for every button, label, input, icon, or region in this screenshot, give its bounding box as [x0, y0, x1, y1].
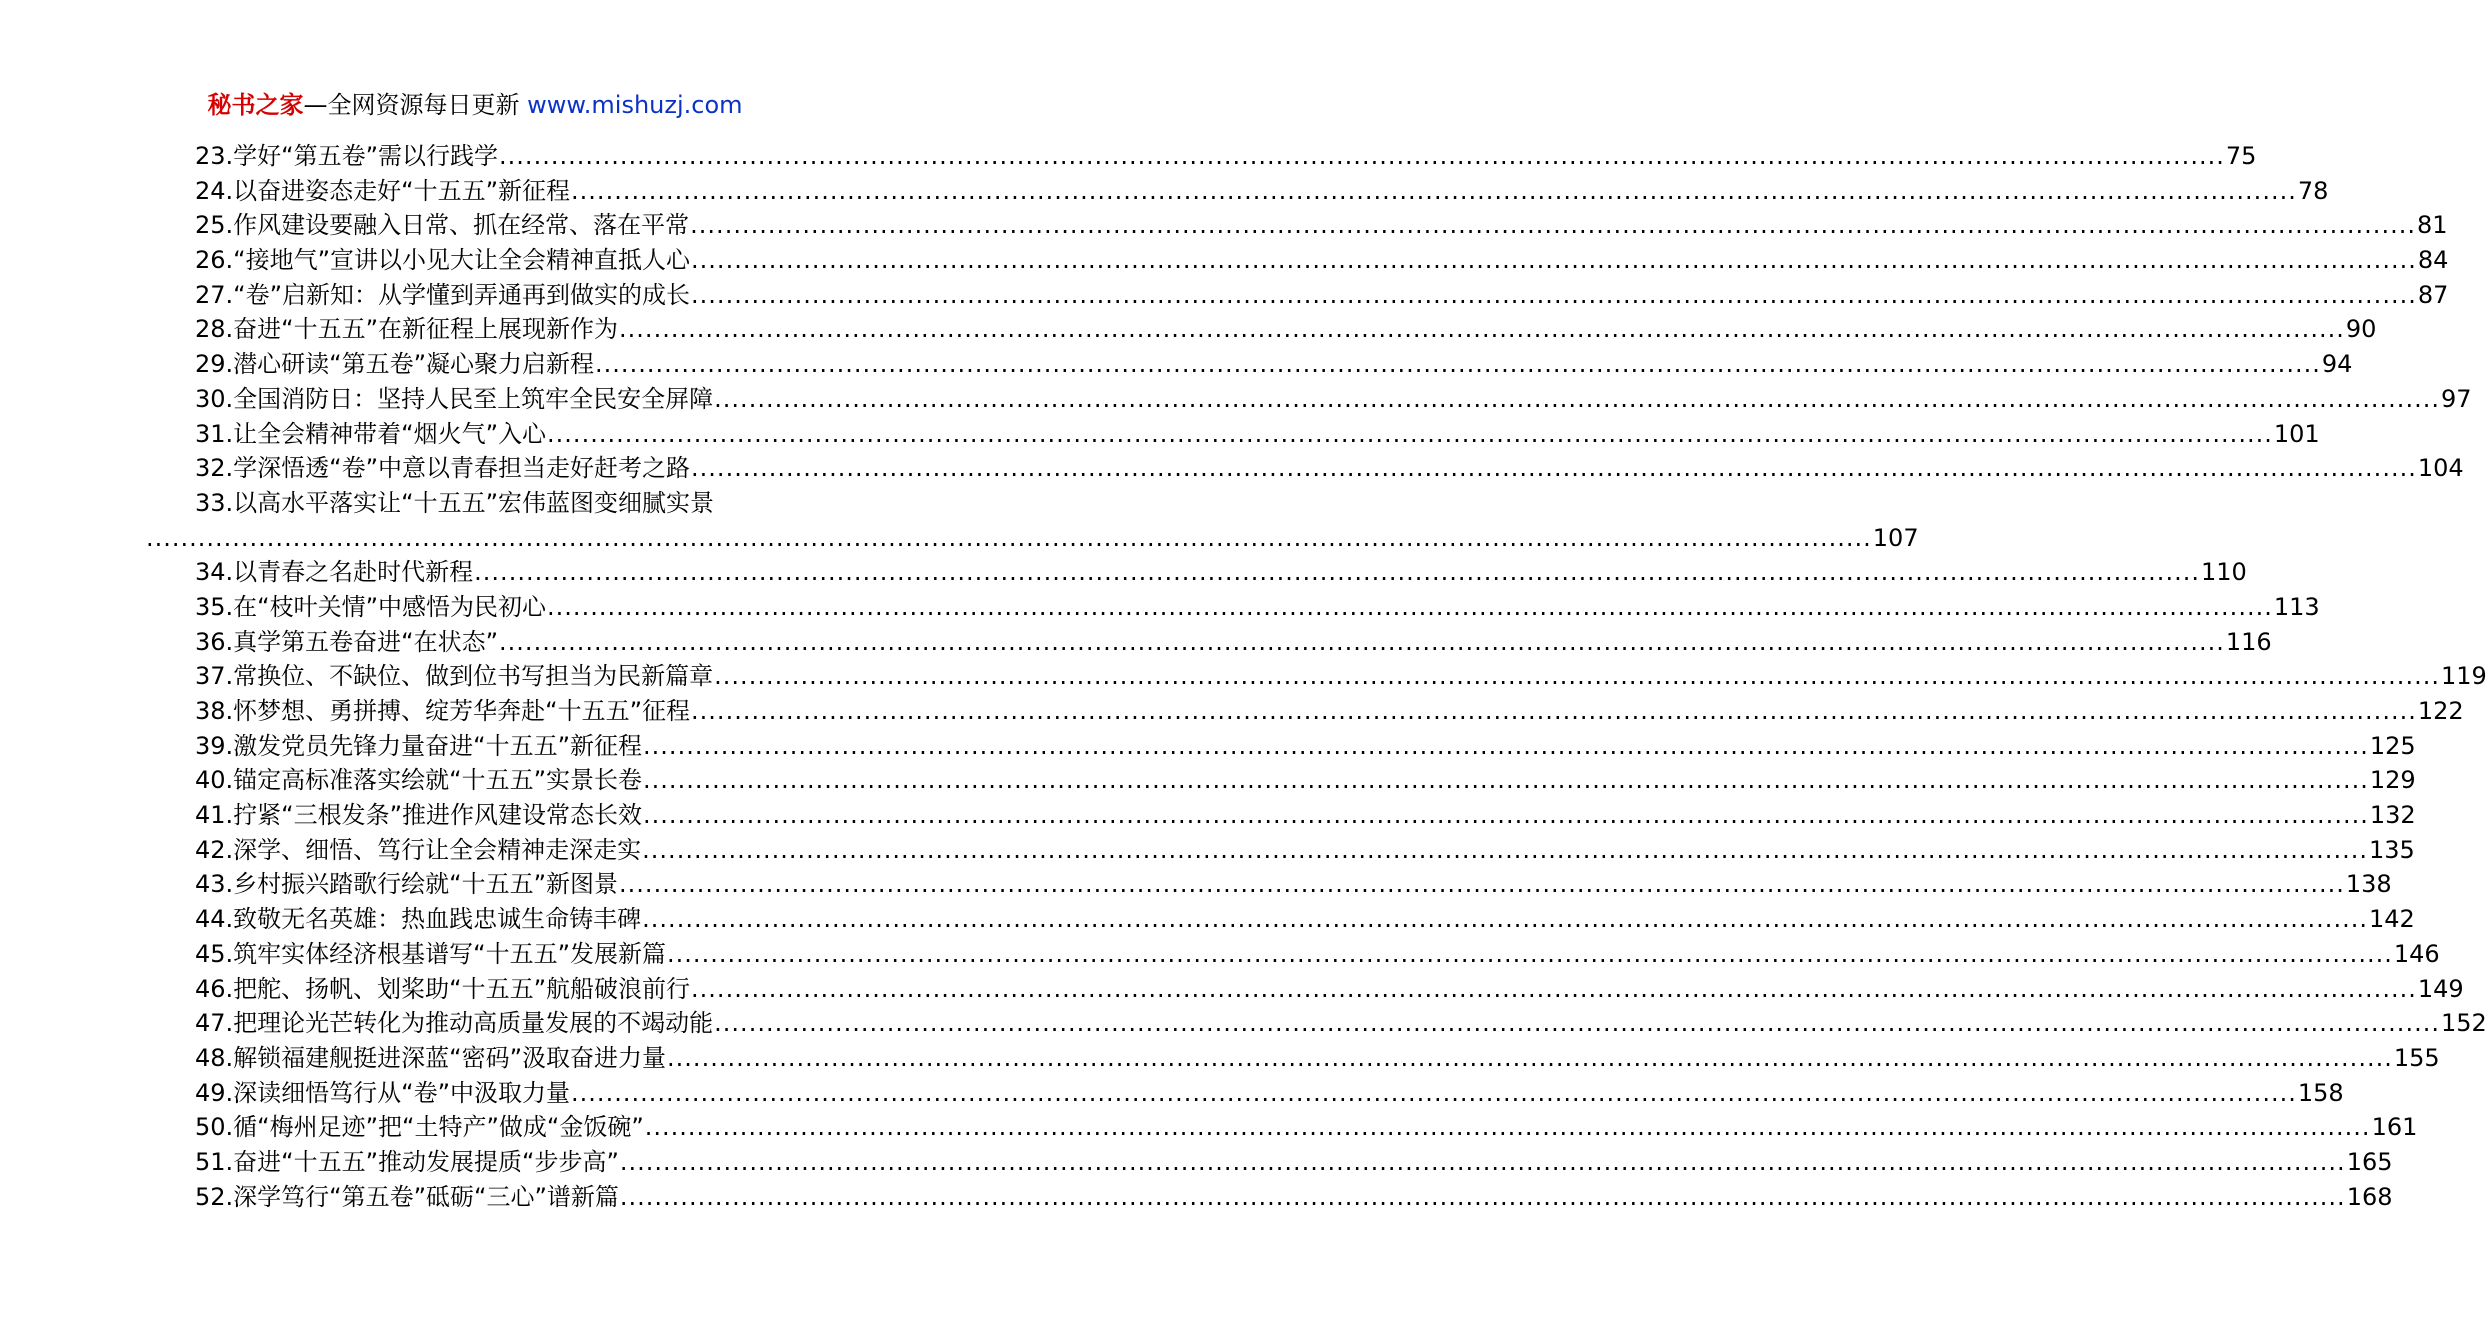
toc-entry-page: 138 [2345, 870, 2392, 899]
toc-entry-title: 46.把舵、扬帆、划桨助“十五五”航船破浪前行 [195, 974, 691, 1003]
toc-dot-leader: ........................................................................................................................................................................................................ [619, 1147, 2346, 1176]
toc-entry[interactable] [0, 1180, 2393, 1215]
toc-entry-page: 132 [2369, 801, 2416, 830]
toc-entry-page: 94 [2321, 350, 2353, 379]
toc-entry-page: 142 [2368, 905, 2415, 934]
toc-entry-page: 113 [2273, 592, 2320, 621]
toc-entry-page: 168 [2346, 1182, 2393, 1211]
toc-entry-title: 48.解锁福建舰挺进深蓝“密码”汲取奋进力量 [195, 1043, 667, 1072]
toc-dot-leader: ........................................................................................................................................................................................................ [642, 835, 2368, 864]
toc-entry[interactable] [0, 1110, 2418, 1145]
toc-entry-page: 119 [2440, 662, 2487, 691]
toc-entry-title: 32.学深悟透“卷”中意以青春担当走好赶考之路 [195, 454, 691, 483]
toc-entry-title: 25.作风建设要融入日常、抓在经常、落在平常 [195, 211, 690, 240]
toc-entry-title: 45.筑牢实体经济根基谱写“十五五”发展新篇 [195, 939, 667, 968]
toc-dot-leader: ........................................................................................................................................................................................................ [474, 558, 2200, 587]
toc-dot-leader: ........................................................................................................................................................................................................ [714, 1009, 2440, 1038]
toc-entry-page: 87 [2417, 280, 2449, 309]
toc-entry-page: 75 [2225, 142, 2257, 170]
toc-entry-title: 51.奋进“十五五”推动发展提质“步步高” [195, 1147, 619, 1176]
toc-entry[interactable] [0, 798, 2416, 833]
toc-dot-leader: ........................................................................................................................................................................................................ [644, 1113, 2371, 1142]
toc-entry-page: 97 [2440, 384, 2472, 413]
toc-entry[interactable] [0, 451, 2464, 486]
toc-entry[interactable] [0, 833, 2415, 868]
toc-entry-page: 81 [2416, 211, 2448, 240]
toc-entry-page: 155 [2393, 1043, 2440, 1072]
toc-entry-page: 122 [2417, 697, 2464, 725]
toc-entry[interactable] [0, 555, 2247, 590]
toc-entry-page: 110 [2200, 558, 2247, 587]
toc-entry[interactable] [0, 659, 2487, 694]
toc-entry-page: 107 [1872, 523, 1919, 552]
toc-entry[interactable] [0, 139, 2257, 174]
toc-entry[interactable] [0, 902, 2415, 937]
toc-dot-leader: ........................................................................................................................................................................................................ [595, 350, 2321, 379]
toc-entry[interactable] [0, 590, 2320, 625]
toc-entry-page: 135 [2368, 835, 2415, 864]
toc-entry[interactable] [0, 347, 2353, 382]
toc-entry-title: 26.“接地气”宣讲以小见大让全会精神直抵人心 [195, 246, 691, 275]
toc-entry-title: 47.把理论光芒转化为推动高质量发展的不竭动能 [195, 1009, 714, 1038]
toc-entry-page: 116 [2225, 627, 2272, 656]
toc-dot-leader: ........................................................................................................................................................................................................ [499, 627, 2225, 656]
toc-entry[interactable] [0, 312, 2377, 347]
toc-dot-leader: ........................................................................................................................................................................................................ [643, 766, 2369, 795]
toc-entry-continuation[interactable] [0, 521, 1919, 556]
toc-entry[interactable] [0, 625, 2272, 660]
toc-entry-page: 84 [2417, 246, 2449, 275]
toc-dot-leader: ........................................................................................................................................................................................................ [643, 731, 2369, 760]
toc-entry[interactable] [0, 1076, 2344, 1111]
toc-dot-leader: ........................................................................................................................................................................................................ [619, 315, 2345, 344]
toc-dot-leader: ........................................................................................................................................................................................................ [643, 801, 2369, 830]
toc-entry-page: 104 [2417, 454, 2464, 483]
toc-entry-title: 43.乡村振兴踏歌行绘就“十五五”新图景 [195, 870, 619, 899]
toc-entry[interactable] [0, 486, 950, 521]
toc-entry-page: 149 [2417, 974, 2464, 1003]
page-header [0, 90, 950, 120]
toc-entry-title: 41.拧紧“三根发条”推进作风建设常态长效 [195, 801, 643, 830]
toc-dot-leader: ........................................................................................................................................................................................................ [690, 211, 2416, 240]
toc-entry[interactable] [0, 208, 2448, 243]
toc-entry-title: 37.常换位、不缺位、做到位书写担当为民新篇章 [195, 662, 714, 691]
toc-entry-page: 165 [2346, 1147, 2393, 1176]
toc-entry-title: 30.全国消防日：坚持人民至上筑牢全民安全屏障 [195, 384, 714, 413]
toc-dot-leader: ........................................................................................................................................................................................................ [547, 592, 2273, 621]
toc-entry-title: 33.以高水平落实让“十五五”宏伟蓝图变细腻实景 [195, 488, 715, 517]
toc-entry-title: 24.以奋进姿态走好“十五五”新征程 [195, 176, 571, 205]
toc-entry[interactable] [0, 763, 2416, 798]
toc-entry-title: 42.深学、细悟、笃行让全会精神走深走实 [195, 835, 642, 864]
toc-dot-leader: ........................................................................................................................................................................................................ [691, 246, 2417, 275]
toc-entry-page: 90 [2345, 315, 2377, 344]
toc-dot-leader: ........................................................................................................................................................................................................ [714, 384, 2440, 413]
toc-entry-page: 125 [2369, 731, 2416, 760]
toc-entry-title: 35.在“枝叶关情”中感悟为民初心 [195, 592, 547, 621]
toc-entry-title: 27.“卷”启新知：从学懂到弄通再到做实的成长 [195, 280, 691, 309]
toc-entry-title: 44.致敬无名英雄：热血践忠诚生命铸丰碑 [195, 905, 642, 934]
toc-dot-leader: ........................................................................................................................................................................................................ [619, 1182, 2346, 1211]
toc-entry-title: 23.学好“第五卷”需以行践学 [195, 142, 499, 170]
toc-dot-leader: ........................................................................................................................................................................................................ [691, 974, 2417, 1003]
toc-dot-leader: ........................................................................................................................................................................................................ [571, 1078, 2297, 1107]
toc-entry-title: 36.真学第五卷奋进“在状态” [195, 627, 499, 656]
toc-entry-title: 28.奋进“十五五”在新征程上展现新作为 [195, 315, 619, 344]
toc-dot-leader: ........................................................................................................................................................................................................ [547, 419, 2273, 448]
toc-entry[interactable] [0, 694, 2464, 729]
table-of-contents [0, 139, 2487, 1214]
toc-entry-title: 40.锚定高标准落实绘就“十五五”实景长卷 [195, 766, 643, 795]
toc-dot-leader: ........................................................................................................................................................................................................ [691, 280, 2417, 309]
toc-dot-leader: ........................................................................................................................................................................................................ [619, 870, 2345, 899]
toc-entry[interactable] [0, 867, 2392, 902]
toc-dot-leader: ........................................................................................................................................................................................................ [499, 142, 2225, 170]
toc-entry[interactable] [0, 1006, 2487, 1041]
toc-dot-leader: ........................................................................................................................................................................................................ [714, 662, 2440, 691]
toc-dot-leader: ........................................................................................................................................................................................................ [667, 1043, 2393, 1072]
toc-entry[interactable] [0, 972, 2464, 1007]
header-tagline: —全网资源每日更新 [303, 91, 528, 119]
toc-dot-leader: ........................................................................................................................................................................................................ [691, 454, 2417, 483]
toc-entry-title: 34.以青春之名赴时代新程 [195, 558, 474, 587]
toc-dot-leader: ........................................................................................................................................................................................................ [146, 523, 1872, 552]
toc-entry-page: 101 [2273, 419, 2320, 448]
toc-entry-page: 161 [2371, 1113, 2418, 1142]
toc-entry-title: 49.深读细悟笃行从“卷”中汲取力量 [195, 1078, 571, 1107]
toc-dot-leader: ........................................................................................................................................................................................................ [571, 176, 2297, 205]
toc-entry[interactable] [0, 382, 2472, 417]
toc-entry[interactable] [0, 729, 2416, 764]
toc-entry-title: 39.激发党员先锋力量奋进“十五五”新征程 [195, 731, 643, 760]
toc-dot-leader: ........................................................................................................................................................................................................ [667, 939, 2393, 968]
toc-entry-title: 29.潜心研读“第五卷”凝心聚力启新程 [195, 350, 595, 379]
toc-entry[interactable] [0, 937, 2440, 972]
toc-dot-leader: ........................................................................................................................................................................................................ [642, 905, 2368, 934]
toc-entry-page: 129 [2369, 766, 2416, 795]
toc-dot-leader: ........................................................................................................................................................................................................ [691, 697, 2417, 725]
toc-entry-title: 38.怀梦想、勇拼搏、绽芳华奔赴“十五五”征程 [195, 697, 691, 725]
toc-entry-title: 31.让全会精神带着“烟火气”入心 [195, 419, 547, 448]
toc-entry[interactable] [0, 417, 2320, 452]
toc-entry[interactable] [0, 278, 2449, 313]
toc-entry-page: 158 [2297, 1078, 2344, 1107]
toc-entry[interactable] [0, 243, 2449, 278]
site-brand: 秘书之家 [207, 91, 304, 119]
site-url-link[interactable]: www.mishuzj.com [527, 91, 743, 119]
toc-entry-page: 78 [2297, 176, 2329, 205]
toc-entry[interactable] [0, 1041, 2440, 1076]
toc-entry-title: 52.深学笃行“第五卷”砥砺“三心”谱新篇 [195, 1182, 619, 1211]
toc-entry[interactable] [0, 1145, 2393, 1180]
toc-entry-page: 146 [2393, 939, 2440, 968]
toc-entry-title: 50.循“梅州足迹”把“土特产”做成“金饭碗” [195, 1113, 644, 1142]
toc-entry-page: 152 [2440, 1009, 2487, 1038]
toc-entry[interactable] [0, 174, 2329, 209]
